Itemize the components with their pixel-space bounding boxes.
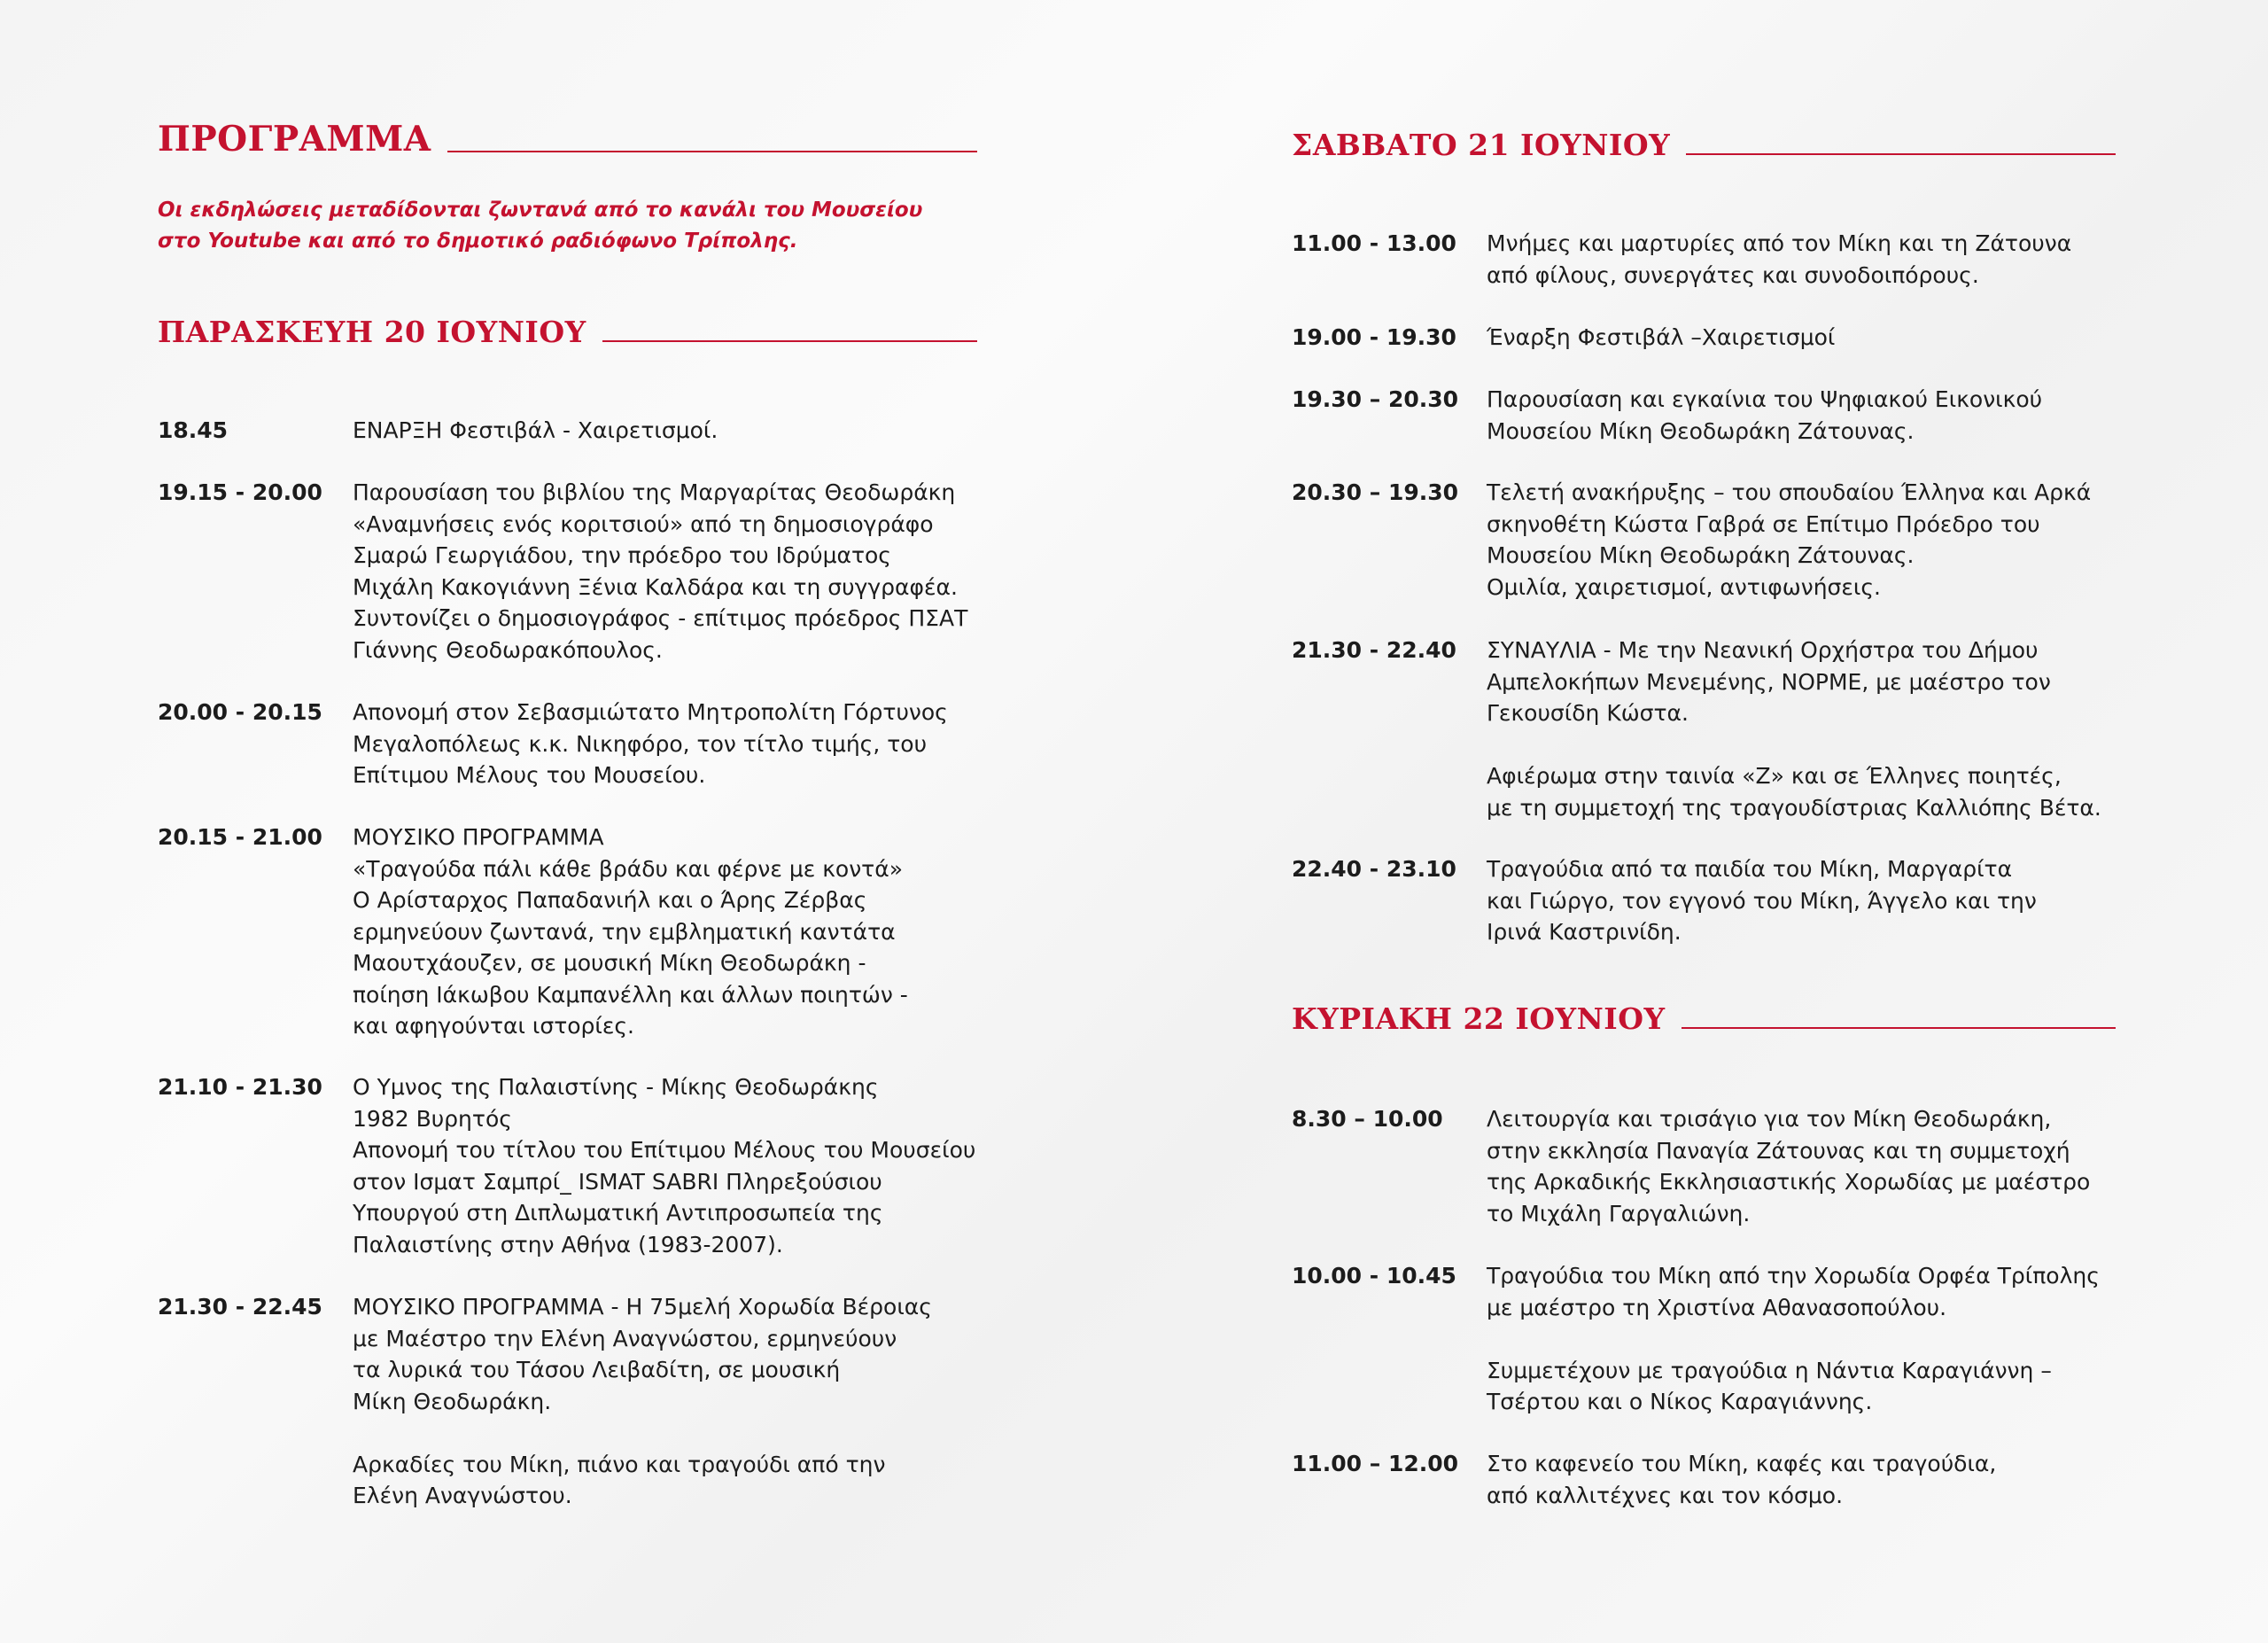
event-description-line: Απονομή στον Σεβασμιώτατο Μητροπολίτη Γόρτυνος bbox=[353, 699, 948, 725]
event-time: 8.30 – 10.00 bbox=[1292, 1106, 1443, 1132]
event-description-line: Μαουτχάουζεν, σε μουσική Μίκη Θεοδωράκη - bbox=[353, 950, 866, 976]
event-description-line: Επίτιμου Μέλους του Μουσείου. bbox=[353, 762, 706, 788]
event-time: 19.30 – 20.30 bbox=[1292, 386, 1459, 412]
event-description-line: ΣΥΝΑΥΛΙΑ - Με την Νεανική Ορχήστρα του Δήμου bbox=[1487, 637, 2039, 663]
event-description-line bbox=[1487, 1323, 2100, 1355]
schedule-entry bbox=[158, 1291, 977, 1512]
broadcast-note bbox=[158, 195, 977, 257]
event-description-line: Παρουσίαση του βιβλίου της Μαργαρίτας Θεοδωράκη bbox=[353, 479, 956, 505]
event-description-line: της Αρκαδικής Εκκλησιαστικής Χορωδίας με μαέστρο bbox=[1487, 1169, 2091, 1195]
event-description bbox=[353, 1291, 932, 1512]
event-description-line: Ομιλία, χαιρετισμοί, αντιφωνήσεις. bbox=[1487, 573, 1881, 600]
event-description-line: Λειτουργία και τρισάγιο για τον Μίκη Θεοδωράκη, bbox=[1487, 1106, 2052, 1132]
schedule-entry bbox=[1292, 635, 2116, 823]
event-description-line: από φίλους, συνεργάτες και συνοδοιπόρους. bbox=[1487, 261, 1979, 288]
saturday-header bbox=[1292, 128, 2116, 162]
event-description-line: τα λυρικά του Τάσου Λειβαδίτη, σε μουσική bbox=[353, 1357, 841, 1382]
event-description bbox=[1487, 1103, 2090, 1229]
schedule-entry bbox=[1292, 1103, 2116, 1229]
event-description-line: Συντονίζει ο δημοσιογράφος - επίτιμος πρόεδρος ΠΣΑΤ bbox=[353, 605, 968, 631]
event-description-line: «Αναμνήσεις ενός κοριτσιού» από τη δημοσιογράφο bbox=[353, 510, 934, 537]
event-description-line: Αμπελοκήπων Μενεμένης, ΝΟΡΜΕ, με μαέστρο τον bbox=[1487, 668, 2051, 695]
event-description-line: ΕΝΑΡΞΗ Φεστιβάλ - Χαιρετισμοί. bbox=[353, 417, 718, 443]
event-description-line: και Γιώργο, τον εγγονό του Μίκη, Άγγελο και την bbox=[1487, 887, 2037, 914]
event-description-line: με Μαέστρο την Ελένη Αναγνώστου, ερμηνεύουν bbox=[353, 1325, 897, 1351]
event-description-line: Μίκη Θεοδωράκη. bbox=[353, 1388, 552, 1414]
event-time: 20.30 – 19.30 bbox=[1292, 479, 1459, 505]
event-description-line: Ο Αρίσταρχος Παπαδανιήλ και ο Άρης Ζέρβας bbox=[353, 887, 867, 913]
event-description-line: Μουσείου Μίκη Θεοδωράκη Ζάτουνας. bbox=[1487, 417, 1915, 444]
event-description-line: «Τραγούδα πάλι κάθε βράδυ και φέρνε με κοντά» bbox=[353, 855, 904, 882]
event-description bbox=[1487, 228, 2071, 291]
event-description-line: Στο καφενείο του Μίκη, καφές και τραγούδια, bbox=[1487, 1451, 1997, 1476]
event-time: 11.00 – 12.00 bbox=[1292, 1451, 1459, 1476]
event-time: 19.00 - 19.30 bbox=[1292, 324, 1456, 350]
event-description-line: στον Ισματ Σαμπρί_ ISMAT SABRI Πληρεξούσιου bbox=[353, 1168, 882, 1195]
schedule-entry bbox=[158, 1071, 977, 1260]
event-description-line: ποίηση Ιάκωβου Καμπανέλλη και άλλων ποιητών - bbox=[353, 981, 908, 1008]
event-description-line: ΜΟΥΣΙΚΟ ΠΡΟΓΡΑΜΜΑ bbox=[353, 824, 604, 850]
event-description bbox=[353, 1071, 975, 1260]
event-description-line: Μεγαλοπόλεως κ.κ. Νικηφόρο, τον τίτλο τιμής, του bbox=[353, 730, 928, 757]
event-description-line: Αρκαδίες του Μίκη, πιάνο και τραγούδι από την bbox=[353, 1451, 886, 1477]
event-description-line: Γιάννης Θεοδωρακόπουλος. bbox=[353, 636, 663, 663]
event-description-line: Συμμετέχουν με τραγούδια η Νάντια Καραγιάννη – bbox=[1487, 1357, 2052, 1383]
event-time: 10.00 - 10.45 bbox=[1292, 1263, 1456, 1289]
schedule-entry bbox=[158, 697, 977, 791]
event-description-line: Απονομή του τίτλου του Επίτιμου Μέλους του Μουσείου bbox=[353, 1137, 976, 1163]
event-description-line: Υπουργού στη Διπλωματική Αντιπροσωπεία της bbox=[353, 1200, 883, 1226]
friday-rule bbox=[602, 340, 977, 342]
event-time: 21.30 - 22.40 bbox=[1292, 637, 1456, 663]
title-rule bbox=[447, 151, 977, 152]
event-description-line: Σμαρώ Γεωργιάδου, την πρόεδρο του Ιδρύματος bbox=[353, 542, 891, 568]
event-description bbox=[1487, 1260, 2100, 1418]
event-description-line: ΜΟΥΣΙΚΟ ΠΡΟΓΡΑΜΜΑ - Η 75μελή Χορωδία Βέροιας bbox=[353, 1294, 932, 1320]
saturday-rule bbox=[1686, 153, 2116, 155]
saturday-title: ΣΑΒΒΑΤΟ 21 ΙΟΥΝΙΟΥ bbox=[1292, 128, 1671, 162]
event-description-line: στην εκκλησία Παναγία Ζάτουνας και τη συμμετοχή bbox=[1487, 1137, 2070, 1164]
event-description-line bbox=[1487, 729, 2101, 761]
event-description-line: Έναρξη Φεστιβάλ –Χαιρετισμοί bbox=[1487, 324, 1836, 350]
event-description-line: Τραγούδια από τα παιδία του Μίκη, Μαργαρίτα bbox=[1487, 856, 2013, 882]
schedule-entry bbox=[1292, 477, 2116, 603]
event-description-line: Ελένη Αναγνώστου. bbox=[353, 1483, 572, 1508]
schedule-entry bbox=[158, 477, 977, 666]
event-description-line: Γεκουσίδη Κώστα. bbox=[1487, 700, 1689, 726]
schedule-entry bbox=[1292, 322, 2116, 354]
broadcast-note-line: στο Youtube και από το δημοτικό ραδιόφωνο Τρίπολης. bbox=[158, 230, 798, 253]
sunday-header bbox=[1292, 1001, 2116, 1036]
event-time: 18.45 bbox=[158, 417, 229, 443]
sunday-title: ΚΥΡΙΑΚΗ 22 ΙΟΥΝΙΟΥ bbox=[1292, 1001, 1666, 1036]
broadcast-note-line: Οι εκδηλώσεις μεταδίδονται ζωντανά από το κανάλι του Μουσείου bbox=[158, 199, 923, 222]
event-description-line: Τελετή ανακήρυξης – του σπουδαίου Έλληνα και Αρκά bbox=[1487, 479, 2092, 505]
schedule-entry bbox=[1292, 384, 2116, 447]
event-description-line: ερμηνεύουν ζωντανά, την εμβληματική καντάτα bbox=[353, 918, 896, 945]
event-description-line: Μιχάλη Κακογιάννη Ξένια Καλδάρα και τη συγγραφέα. bbox=[353, 573, 958, 600]
event-description bbox=[1487, 635, 2101, 823]
event-description-line: Αφιέρωμα στην ταινία «Ζ» και σε Έλληνες ποιητές, bbox=[1487, 763, 2062, 789]
friday-title: ΠΑΡΑΣΚΕΥΗ 20 ΙΟΥΝΙΟΥ bbox=[158, 315, 586, 349]
event-description-line: και αφηγούνται ιστορίες. bbox=[353, 1013, 635, 1039]
event-description-line: Παλαιστίνης στην Αθήνα (1983-2007). bbox=[353, 1231, 783, 1258]
page-title: ΠΡΟΓΡΑΜΜΑ bbox=[158, 119, 431, 160]
event-description bbox=[353, 822, 908, 1042]
event-description bbox=[1487, 322, 1835, 354]
event-description-line: Τραγούδια του Μίκη από την Χορωδία Ορφέα Τρίπολης bbox=[1487, 1263, 2100, 1289]
schedule-entry bbox=[158, 415, 977, 447]
event-description-line: Μνήμες και μαρτυρίες από τον Μίκη και τη Ζάτουνα bbox=[1487, 230, 2072, 256]
event-description bbox=[353, 697, 948, 791]
event-description-line: Παρουσίαση και εγκαίνια του Ψηφιακού Εικονικού bbox=[1487, 386, 2043, 412]
schedule-entry bbox=[1292, 1260, 2116, 1418]
event-time: 20.00 - 20.15 bbox=[158, 699, 322, 725]
event-description bbox=[353, 415, 718, 447]
event-description-line: Ιρινά Καστρινίδη. bbox=[1487, 919, 1682, 945]
event-description-line: από καλλιτέχνες και τον κόσμο. bbox=[1487, 1482, 1844, 1508]
event-time: 22.40 - 23.10 bbox=[1292, 856, 1456, 882]
event-description bbox=[1487, 477, 2091, 603]
schedule-entry bbox=[158, 822, 977, 1042]
event-description-line: Ο Υμνος της Παλαιστίνης - Μίκης Θεοδωράκης bbox=[353, 1074, 879, 1100]
schedule-entry bbox=[1292, 1448, 2116, 1511]
event-time: 19.15 - 20.00 bbox=[158, 479, 322, 505]
schedule-entry bbox=[1292, 228, 2116, 291]
event-time: 21.10 - 21.30 bbox=[158, 1074, 322, 1100]
event-description-line: το Μιχάλη Γαργαλιώνη. bbox=[1487, 1200, 1751, 1226]
event-description bbox=[1487, 384, 2042, 447]
event-description-line: με μαέστρο τη Χριστίνα Αθανασοπούλου. bbox=[1487, 1294, 1947, 1320]
event-description-line: 1982 Βυρητός bbox=[353, 1105, 512, 1132]
schedule-entry bbox=[1292, 853, 2116, 948]
event-time: 21.30 - 22.45 bbox=[158, 1294, 322, 1320]
event-description bbox=[1487, 853, 2037, 948]
event-description-line: με τη συμμετοχή της τραγουδίστριας Καλλιόπης Βέτα. bbox=[1487, 794, 2101, 821]
event-description bbox=[353, 477, 967, 666]
event-description-line bbox=[353, 1417, 932, 1449]
friday-header bbox=[158, 315, 977, 349]
event-description bbox=[1487, 1448, 1996, 1511]
sunday-rule bbox=[1682, 1027, 2117, 1029]
event-description-line: Μουσείου Μίκη Θεοδωράκη Ζάτουνας. bbox=[1487, 542, 1915, 568]
event-time: 20.15 - 21.00 bbox=[158, 824, 322, 850]
event-description-line: Τσέρτου και ο Νίκος Καραγιάννης. bbox=[1487, 1389, 1873, 1414]
event-time: 11.00 - 13.00 bbox=[1292, 230, 1456, 256]
event-description-line: σκηνοθέτη Κώστα Γαβρά σε Επίτιμο Πρόεδρο του bbox=[1487, 510, 2040, 537]
program-header bbox=[158, 119, 977, 160]
